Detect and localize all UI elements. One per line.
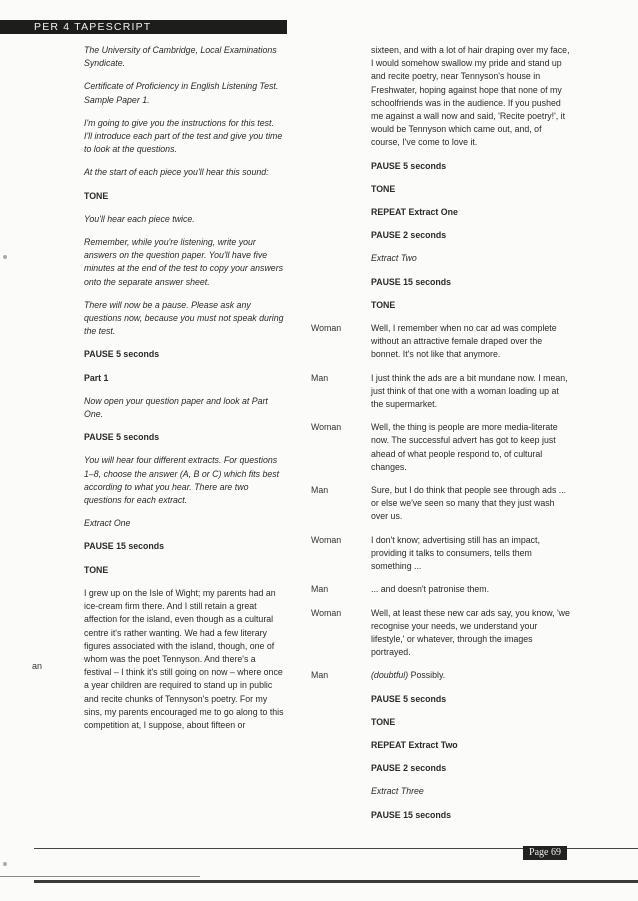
dialogue-line: [311, 322, 571, 362]
dialogue-line: [311, 534, 571, 574]
page-number: Page 69: [529, 847, 561, 858]
right-column: [311, 44, 571, 832]
speaker-label: Man: [311, 670, 329, 681]
dialogue-line: [311, 484, 571, 524]
text: Extract Two: [371, 253, 417, 264]
paragraph: [84, 166, 284, 179]
text: I don't know; advertising still has an impact, providing it talks to consumers, tells them something ...: [371, 534, 540, 572]
text: TONE: [84, 190, 109, 201]
bottom-rule: [34, 880, 638, 883]
stage-cue: [371, 716, 571, 729]
scan-mark: [3, 255, 7, 259]
text: Extract Three: [371, 786, 424, 797]
paragraph: [84, 299, 284, 339]
scan-mark: [3, 862, 7, 866]
text: PAUSE 5 seconds: [371, 693, 447, 704]
paragraph: [84, 117, 284, 157]
stage-cue: [371, 183, 571, 196]
speaker-label: Man: [311, 584, 329, 595]
stage-cue: [371, 299, 571, 312]
stage-cue: [371, 693, 571, 706]
stage-cue: [371, 762, 571, 775]
paragraph: [84, 454, 284, 507]
text: The University of Cambridge, Local Examinations Syndicate.: [84, 45, 277, 69]
text: Sure, but I do think that people see through ads ... or else we've seen so many that they just wash over us.: [371, 485, 567, 522]
speaker-label: Woman: [311, 607, 342, 618]
speaker-label: Woman: [311, 534, 342, 545]
scan-edge-line: [0, 876, 200, 877]
paragraph: [371, 252, 571, 265]
dialogue-line: [311, 669, 571, 682]
text: I'm going to give you the instructions for this test. I'll introduce each part of the test and give you time to look at the questions.: [84, 117, 283, 155]
text: TONE: [371, 299, 396, 310]
text: Extract One: [84, 518, 131, 529]
stage-cue: [371, 229, 571, 242]
dialogue-line: [311, 583, 571, 596]
margin-word: an: [32, 661, 43, 671]
section-title: PER 4 TAPESCRIPT: [34, 21, 152, 33]
stage-cue: [371, 206, 571, 219]
dialogue-line: [311, 607, 571, 660]
speaker-label: Man: [311, 372, 329, 383]
stage-cue: [84, 431, 284, 444]
text: PAUSE 2 seconds: [371, 763, 447, 774]
text: Certificate of Proficiency in English Listening Test. Sample Paper 1.: [84, 81, 279, 105]
stage-cue: [84, 540, 284, 553]
paragraph: [84, 587, 284, 732]
left-column: [84, 44, 284, 742]
text: Well, the thing is people are more media-literate now. The successful advert has got to keep just ahead of what people respond to, of cultural changes.: [371, 422, 558, 472]
stage-cue: [371, 160, 571, 173]
text: PAUSE 2 seconds: [371, 230, 447, 241]
speaker-label: Woman: [311, 422, 342, 433]
paragraph: [84, 395, 284, 421]
paragraph: [84, 80, 284, 106]
text: PAUSE 5 seconds: [84, 432, 160, 443]
text: PAUSE 15 seconds: [84, 541, 165, 552]
text: You will hear four different extracts. For questions 1–8, choose the answer (A, B or C) which fits best according to what you hear. There are two questions for each extract.: [84, 455, 280, 506]
page-number-box: [523, 846, 567, 860]
paragraph: [371, 785, 571, 798]
text: PAUSE 15 seconds: [371, 809, 452, 820]
text: Well, I remember when no car ad was complete without an attractive female draped over the bonnet. It's not like that anymore.: [371, 323, 557, 360]
stage-cue: [84, 372, 284, 385]
text: You'll hear each piece twice.: [84, 213, 195, 224]
paragraph: [84, 517, 284, 530]
text: Well, at least these new car ads say, you know, 'we recognise your needs, we understand your lifestyle,' or whatever, through the images portrayed.: [371, 607, 570, 658]
text: Now open your question paper and look at Part One.: [84, 395, 268, 420]
text: ... and doesn't patronise them.: [371, 584, 490, 595]
text: I just think the ads are a bit mundane now. I mean, just think of that one with a woman loading up at the supermarket.: [371, 372, 568, 410]
paragraph: [84, 236, 284, 289]
paragraph: [84, 213, 284, 226]
stage-cue: [371, 739, 571, 752]
text: REPEAT Extract Two: [371, 739, 458, 750]
text: Part 1: [84, 372, 109, 383]
text: Remember, while you're listening, write your answers on the question paper. You'll have five minutes at the end of the test to copy your answers onto the separate answer sheet.: [84, 237, 284, 287]
stage-cue: [371, 809, 571, 822]
stage-cue: [84, 564, 284, 577]
stage-cue: [84, 348, 284, 361]
text: PAUSE 15 seconds: [371, 276, 452, 287]
text: I grew up on the Isle of Wight; my parents had an ice-cream firm there. And I still retain a great affection for the island, even though as a cultural centre it's rather wanting. We had a few literary figures associated with the island, though, one of whom was the poet Tennyson. And there's a festival – I think it's still going on now – where once a year children are required to stand up in public and recite chunks of Tennyson's poetry. For my sins, my parents encouraged me to go along to this competition at, I suppose, about fifteen or: [84, 587, 284, 730]
text: PAUSE 5 seconds: [371, 160, 447, 171]
text: TONE: [371, 716, 396, 727]
speaker-label: Woman: [311, 323, 342, 334]
stage-cue: [84, 190, 284, 203]
stage-direction: (doubtful): [371, 670, 409, 681]
text: PAUSE 5 seconds: [84, 349, 160, 360]
section-header: [0, 20, 287, 34]
text: There will now be a pause. Please ask any questions now, because you must not speak during the test.: [84, 299, 284, 337]
text: TONE: [84, 564, 109, 575]
paragraph: [371, 44, 571, 150]
dialogue-line: [311, 372, 571, 412]
text: At the start of each piece you'll hear this sound:: [84, 167, 269, 178]
text: REPEAT Extract One: [371, 207, 458, 218]
paragraph: [84, 44, 284, 70]
text: TONE: [371, 183, 396, 194]
text: sixteen, and with a lot of hair draping over my face, I would somehow swallow my pride and stand up and recite poetry, near Tennyson's house in Freshwater, hoping against hope that none of my schoolfriends was in the audience. If you pushed me against a wall now and said, 'Recite poetry!', it would be Tennyson which came out, and, of course, I've come to love it.: [371, 45, 570, 148]
dialogue-line: [311, 421, 571, 474]
stage-cue: [371, 276, 571, 289]
text: Possibly.: [410, 670, 446, 681]
speaker-label: Man: [311, 485, 329, 496]
